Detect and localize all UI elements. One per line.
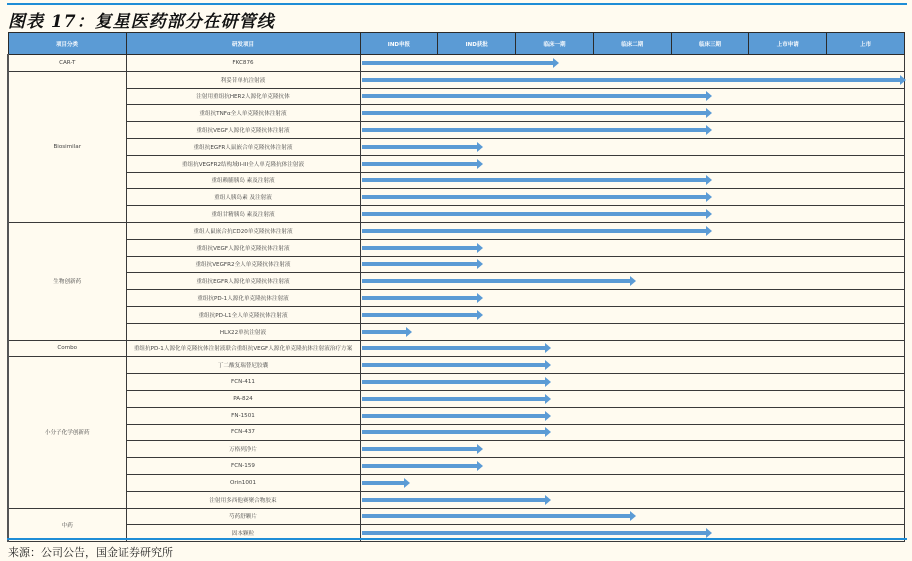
progress-cell bbox=[360, 390, 905, 407]
progress-cell bbox=[360, 155, 905, 172]
table-row bbox=[8, 273, 905, 290]
progress-arrow-icon bbox=[362, 94, 708, 98]
progress-arrow-icon bbox=[362, 262, 479, 266]
project-cell: 重组抗VEGF人源化单克隆抗体注射液 bbox=[126, 239, 360, 256]
project-cell: FCN-159 bbox=[126, 458, 360, 475]
progress-arrow-icon bbox=[362, 514, 631, 518]
progress-arrow-icon bbox=[362, 430, 547, 434]
progress-arrow-icon bbox=[362, 61, 555, 65]
table-row bbox=[8, 357, 905, 374]
table-row bbox=[8, 256, 905, 273]
progress-arrow-icon bbox=[362, 363, 547, 367]
header-stage-launched: 上市 bbox=[827, 33, 905, 55]
table-row bbox=[8, 138, 905, 155]
table-row bbox=[8, 474, 905, 491]
project-cell: 重组抗TNFα全人单克隆抗体注射液 bbox=[126, 105, 360, 122]
table-row bbox=[8, 390, 905, 407]
project-cell: HLX22单抗注射液 bbox=[126, 323, 360, 340]
table-row bbox=[8, 189, 905, 206]
progress-cell bbox=[360, 441, 905, 458]
progress-arrow-icon bbox=[362, 380, 547, 384]
progress-cell bbox=[360, 55, 905, 72]
category-cell: 小分子化学创新药 bbox=[8, 357, 126, 508]
project-cell: PA-824 bbox=[126, 390, 360, 407]
progress-arrow-icon bbox=[362, 128, 708, 132]
top-rule bbox=[7, 3, 907, 5]
progress-cell bbox=[360, 407, 905, 424]
project-cell: 芍药舒颗片 bbox=[126, 508, 360, 525]
progress-cell bbox=[360, 323, 905, 340]
pipeline-table bbox=[7, 32, 905, 542]
project-cell: FN-1501 bbox=[126, 407, 360, 424]
header-stage-ind-filing: IND申报 bbox=[360, 33, 438, 55]
table-row bbox=[8, 441, 905, 458]
progress-arrow-icon bbox=[362, 498, 547, 502]
table-row bbox=[8, 55, 905, 72]
project-cell: FCN-437 bbox=[126, 424, 360, 441]
progress-cell bbox=[360, 357, 905, 374]
table-row bbox=[8, 407, 905, 424]
progress-arrow-icon bbox=[362, 531, 708, 535]
progress-arrow-icon bbox=[362, 178, 708, 182]
header-stage-ind-approved: IND获批 bbox=[438, 33, 516, 55]
table-row bbox=[8, 71, 905, 88]
progress-arrow-icon bbox=[362, 212, 708, 216]
progress-arrow-icon bbox=[362, 111, 708, 115]
progress-cell bbox=[360, 239, 905, 256]
progress-arrow-icon bbox=[362, 397, 547, 401]
progress-arrow-icon bbox=[362, 481, 405, 485]
table-row bbox=[8, 306, 905, 323]
table-row bbox=[8, 206, 905, 223]
progress-cell bbox=[360, 290, 905, 307]
header-stage-nda: 上市申请 bbox=[749, 33, 827, 55]
header-project: 研发项目 bbox=[126, 33, 360, 55]
progress-cell bbox=[360, 340, 905, 357]
progress-cell bbox=[360, 222, 905, 239]
progress-cell bbox=[360, 189, 905, 206]
table-row bbox=[8, 122, 905, 139]
header-stage-phase3: 临床三期 bbox=[671, 33, 749, 55]
project-cell: 重组抗EGFR人鼠嵌合单克隆抗体注射液 bbox=[126, 138, 360, 155]
table-row bbox=[8, 105, 905, 122]
progress-arrow-icon bbox=[362, 246, 479, 250]
progress-cell bbox=[360, 256, 905, 273]
table-row bbox=[8, 222, 905, 239]
progress-cell bbox=[360, 88, 905, 105]
table-row bbox=[8, 340, 905, 357]
project-cell: 重组人胰岛素 及注射液 bbox=[126, 189, 360, 206]
table-row bbox=[8, 323, 905, 340]
project-cell: 重组抗PD-1人源化单克隆抗体注射液 bbox=[126, 290, 360, 307]
project-cell: 丁二酸复瑞替尼胶囊 bbox=[126, 357, 360, 374]
progress-arrow-icon bbox=[362, 195, 708, 199]
project-cell: Orin1001 bbox=[126, 474, 360, 491]
table-row bbox=[8, 172, 905, 189]
header-stage-phase1: 临床一期 bbox=[516, 33, 594, 55]
progress-arrow-icon bbox=[362, 229, 708, 233]
project-cell: 注射用重组抗HER2人源化单克隆抗体 bbox=[126, 88, 360, 105]
pipeline-table-container bbox=[7, 32, 905, 542]
project-cell: 重组甘精胰岛 素及注射液 bbox=[126, 206, 360, 223]
category-cell: 中药 bbox=[8, 508, 126, 542]
project-cell: 重组抗PD-1人源化单克隆抗体注射液联合重组抗VEGF人源化单克隆抗体注射液治疗方案 bbox=[126, 340, 360, 357]
progress-cell bbox=[360, 374, 905, 391]
table-row bbox=[8, 290, 905, 307]
progress-arrow-icon bbox=[362, 464, 479, 468]
category-cell: Combo bbox=[8, 340, 126, 357]
header-stage-phase2: 临床二期 bbox=[593, 33, 671, 55]
project-cell: 重组抗VEGF人源化单克隆抗体注射液 bbox=[126, 122, 360, 139]
table-row bbox=[8, 88, 905, 105]
project-cell: 万格列净片 bbox=[126, 441, 360, 458]
progress-arrow-icon bbox=[362, 145, 479, 149]
table-row bbox=[8, 374, 905, 391]
table-row bbox=[8, 155, 905, 172]
progress-cell bbox=[360, 508, 905, 525]
progress-cell bbox=[360, 206, 905, 223]
table-row bbox=[8, 458, 905, 475]
project-cell: 重组抗VEGFR2全人单克隆抗体注射液 bbox=[126, 256, 360, 273]
figure-title: 图表 17：复星医药部分在研管线 bbox=[8, 12, 275, 32]
progress-cell bbox=[360, 424, 905, 441]
header-category: 项目分类 bbox=[8, 33, 126, 55]
progress-arrow-icon bbox=[362, 279, 631, 283]
bottom-rule bbox=[7, 538, 907, 540]
project-cell: 注射用多西他赛聚合物胶束 bbox=[126, 491, 360, 508]
project-cell: 重组赖脯胰岛 素及注射液 bbox=[126, 172, 360, 189]
progress-cell bbox=[360, 458, 905, 475]
project-cell: FKC876 bbox=[126, 55, 360, 72]
category-cell: 生物创新药 bbox=[8, 222, 126, 340]
progress-cell bbox=[360, 172, 905, 189]
progress-arrow-icon bbox=[362, 346, 547, 350]
progress-cell bbox=[360, 138, 905, 155]
table-header-row bbox=[8, 33, 905, 55]
project-cell: FCN-411 bbox=[126, 374, 360, 391]
table-row bbox=[8, 424, 905, 441]
project-cell: 重组抗EGFR人源化单克隆抗体注射液 bbox=[126, 273, 360, 290]
table-row bbox=[8, 491, 905, 508]
progress-cell bbox=[360, 71, 905, 88]
table-row bbox=[8, 508, 905, 525]
category-cell: Biosimilar bbox=[8, 71, 126, 222]
source-note: 来源：公司公告，国金证券研究所 bbox=[8, 546, 173, 559]
progress-arrow-icon bbox=[362, 414, 547, 418]
progress-arrow-icon bbox=[362, 78, 901, 82]
progress-arrow-icon bbox=[362, 296, 479, 300]
progress-cell bbox=[360, 474, 905, 491]
progress-arrow-icon bbox=[362, 447, 479, 451]
project-cell: 重组抗VEGFR2结构域II-III全人单克隆抗体注射液 bbox=[126, 155, 360, 172]
progress-cell bbox=[360, 306, 905, 323]
table-row bbox=[8, 239, 905, 256]
progress-cell bbox=[360, 491, 905, 508]
table-body bbox=[8, 55, 905, 542]
progress-cell bbox=[360, 105, 905, 122]
project-cell: 重组抗PD-L1全人单克隆抗体注射液 bbox=[126, 306, 360, 323]
progress-cell bbox=[360, 273, 905, 290]
progress-arrow-icon bbox=[362, 313, 479, 317]
project-cell: 重组人鼠嵌合抗CD20单克隆抗体注射液 bbox=[126, 222, 360, 239]
project-cell: 固本颗粒 bbox=[126, 525, 360, 542]
category-cell: CAR-T bbox=[8, 55, 126, 72]
progress-arrow-icon bbox=[362, 162, 479, 166]
progress-arrow-icon bbox=[362, 330, 408, 334]
project-cell: 利妥昔单抗注射液 bbox=[126, 71, 360, 88]
progress-cell bbox=[360, 122, 905, 139]
